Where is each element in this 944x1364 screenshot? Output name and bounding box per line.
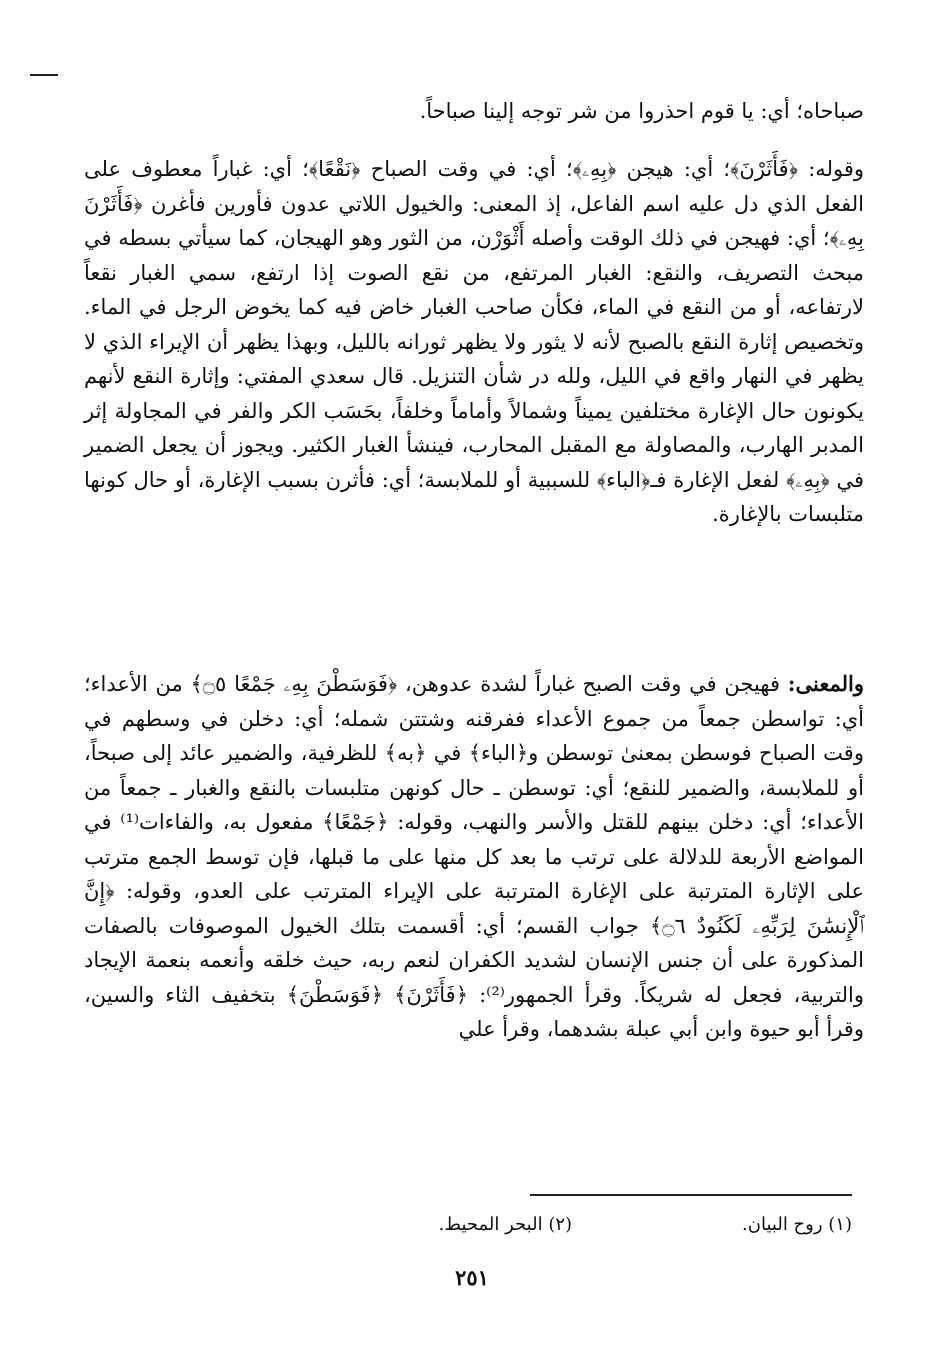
footnote-2: (٢) البحر المحيط. — [438, 1214, 573, 1235]
paragraph-3 — [84, 667, 864, 1047]
paragraph-3-text: فهيجن في وقت الصبح غباراً لشدة عدوهن، ﴿فَوَسَطْنَ بِهِۦ جَمْعًا ۝٥﴾ من الأعداء؛ أي: تواسطن جمعاً من جموع الأعداء ففرقنه وشتتن شمله؛ أي: دخلن في وسطهم في وقت الصباح فوسطن بمعنىٰ توسطن و﴿الباء﴾ في ﴿به﴾ للظرفية، والضمير عائد إلى صبحاً، أو للملابسة، والضمير للنقع؛ أي: توسطن ـ حال كونهن متلبسات بالنقع والغبار ـ جمعاً من الأعداء؛ أي: دخلن بينهم للقتل والأسر والنهب، وقوله: ﴿جَمْعًا﴾ مفعول به، والفاءات⁽¹⁾ في المواضع الأربعة للدلالة على ترتب ما بعد كل منها على ما قبلها، فإن توسط الجمع مترتب على الإثارة المترتبة على الإغارة المترتبة على الإيراء المترتب على العدو، وقوله: ﴿إِنَّ ٱلْإِنسَٰنَ لِرَبِّهِۦ لَكَنُودٌ ۝٦﴾ جواب القسم؛ أي: أقسمت بتلك الخيول الموصوفات بالصفات المذكورة على أن جنس الإنسان لشديد الكفران لنعم ربه، حيث خلقه وأنعمه بنعمة الإيجاد والتربية، فجعل له شريكاً. وقرأ الجمهور⁽²⁾: ﴿فَأَثَرْنَ﴾ ﴿فَوَسَطْنَ﴾ بتخفيف الثاء والسين، وقرأ أبو حيوة وابن أبي عبلة بشدهما، وقرأ علي — [84, 672, 865, 1041]
footnote-divider — [530, 1194, 852, 1196]
footnote-1: (١) روح البيان. — [742, 1214, 852, 1235]
paragraph-2: وقوله: ﴿فَأَثَرْنَ﴾؛ أي: هيجن ﴿بِهِۦ﴾؛ أي: في وقت الصباح ﴿نَقْعًا﴾؛ أي: غباراً معطوف على الفعل الذي دل عليه اسم الفاعل، إذ المعنى: والخيول اللاتي عدون فأورين فأغرن ﴿فَأَثَرْنَ بِهِۦ﴾؛ أي: فهيجن في ذلك الوقت وأصله أَثْوَرْن، من الثور وهو الهيجان، كما سيأتي بسطه في مبحث التصريف، والنقع: الغبار المرتفع، من نقع الصوت إذا ارتفع، سمي الغبار نقعاً لارتفاعه، أو من النقع في الماء، فكأن صاحب الغبار خاض فيه كما يخوض الرجل في الماء. وتخصيص إثارة النقع بالصبح لأنه لا يثور ولا يظهر ثورانه بالليل، وبهذا يظهر أن الإيراء الذي لا يظهر في النهار واقع في الليل، ولله در شأن التنزيل. قال سعدي المفتي: وإثارة النقع لأنهم يكونون حال الإغارة مختلفين يميناً وشمالاً وأماماً وخلفاً، بحَسَب الكر والفر في المجاولة إثر المدبر الهارب، والمصاولة مع المقبل المحارب، فينشأ الغبار الكثير. ويجوز أن يجعل الضمير في ﴿بِهِۦ﴾ لفعل الإغارة فـ﴿الباء﴾ للسببية أو للملابسة؛ أي: فأثرن بسبب الإغارة، أو حال كونها متلبسات بالإغارة. — [84, 157, 864, 526]
page-number: ٢٥١ — [455, 1265, 489, 1290]
margin-mark — [30, 74, 58, 76]
paragraph-1: صباحاه؛ أي: يا قوم احذروا من شر توجه إلينا صباحاً. — [419, 99, 864, 123]
footnotes — [439, 1212, 852, 1238]
paragraph-3-lead: والمعنى: — [787, 671, 864, 696]
